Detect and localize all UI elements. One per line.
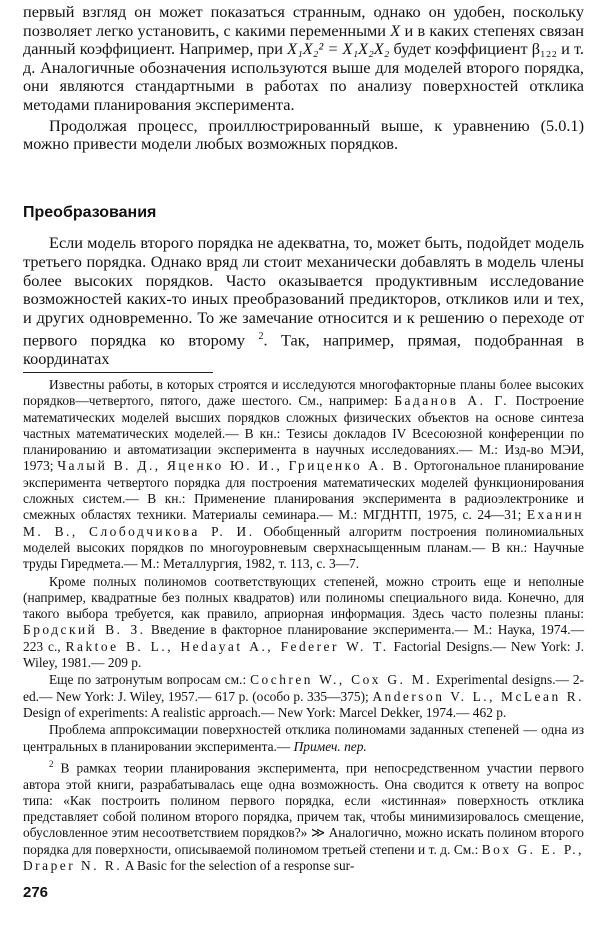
author: Box G. E. P., Draper N. R. [23,841,584,874]
author: Баданов А. Г. [394,393,510,409]
footnote-divider [23,372,213,373]
main-text [23,3,584,154]
math-coefficient: β₁₂₂ [531,39,558,59]
footnotes [23,377,584,875]
math-formula: X₁X₂² = X₁X₂X₂ [287,39,390,59]
footnote: Кроме полных полиномов соответствующих степеней, можно строить еще и неполные (например, квадратные без полных квадратов) или полиномы специального вида. Конечно, для такого выбора требуется, как правило, априорная информация. Здесь часто полезны планы: Бродский В. З. Введение в факторное планирование эксперимента.— М.: Наука, 1974.— 223 с., Raktoe B. L., Hedayat A., Federer W. T. Factorial Designs.— New York: J. Wiley, 1981.— 209 p. [23,573,584,671]
math-variable: X [390,20,401,40]
author: Чалый В. Д., Яценко Ю. И., Гриценко А. В. [57,458,411,474]
author: Raktoe B. L., Hedayat A., Federer W. T. [65,638,389,654]
page-number: 276 [23,884,49,901]
editor-note: Примеч. пер. [293,738,367,754]
paragraph: Если модель второго порядка не адекватна, то, может быть, подойдет модель третьего порядка. Однако вряд ли стоит механически добавлять в модель члены более высоких порядков. Часто оказывается продуктивным исследование возможностей каких-то иных преобразований предикторов, откликов или и тех, и других одновременно. То же замечание относится и к решению о переходе от первого порядка ко второму $^2$. Так, например, прямая, подобранная в координатах [23,233,585,369]
paragraph: первый взгляд он может показаться странным, однако он удобен, поскольку позволяет легко установить, с какими переменными X и в каких степенях связан данный коэффициент. Например, при X₁X₂² = X₁X₂X₂ будет коэффициент β₁₂₂ и т. д. Аналогичные обозначения используются выше для моделей второго порядка, они являются стандартными в работах по анализу поверхностей отклика методами планирования эксперимента. [23,2,584,114]
author: Anderson V. L., McLean R. [372,688,584,704]
footnote-mark: 2 [49,758,54,769]
footnote: Известны работы, в которых строятся и исследуются многофакторные планы более высоких порядков—четвертого, пятого, даже шестого. См., например: Баданов А. Г. Построение математических моделей высших порядков сложных физических объектов на основе синтеза частных математических моделей.— В кн.: Тезисы докладов IV Всесоюзной конференции по планированию и автоматизации эксперимента в научных исследованиях.— М.: Изд-во МЭИ, 1973; Чалый В. Д., Яценко Ю. И., Гриценко А. В. Ортогональное планирование эксперимента четвертого порядка для построения математических моделей функционирования сложных систем.— В кн.: Применение планирования эксперимента в радиоэлектронике и смежных областях техники. Материалы семинара.— М.: МГДНТП, 1975, с. 24—31; Еханин М. В., Слободчикова Р. И. Обобщенный алгоритм построения полиномиальных моделей высоких порядков по многоуровневым сверхнасыщенным планам.— В кн.: Научные труды Гиредмета.— М.: Металлургия, 1982, т. 113, с. 3—7. [23,377,584,572]
author: Бродский В. З. [23,622,146,638]
author: Cochren W., Cox G. M. [250,672,433,688]
footnote: Еще по затронутым вопросам см.: Cochren W., Cox G. M. Experimental designs.— 2-ed.— New York: J. Wiley, 1957.— 617 p. (особо р. 335—375); Anderson V. L., McLean R. Design of experiments: A realistic approach.— New York: Marcel Dekker, 1974.— 462 p. [23,672,584,720]
section-text [23,234,584,369]
footnote: Проблема аппроксимации поверхностей отклика полиномами заданных степеней — одна из центральных в планировании эксперимента.— Примеч. пер. [23,722,584,754]
author: Еханин М. В., Слободчикова Р. И. [23,507,584,539]
footnote: $^2$ В рамках теории планирования эксперимента, при непосредственном участии первого автора этой книги, разрабатывалась еще одна возможность. Она сводится к ответу на вопрос типа: «Как построить полином первого порядка, если «истинная» поверхность отклика представляет собой полином второго порядка, причем так, чтобы минимизировалось смещение, обусловленное этим несоответствием порядков?» ≫ Аналогично, можно искать полином второго порядка для поверхности, описываемой полиномом третьей степени и т. д. См.: Box G. E. P., Draper N. R. A Basic for the selection of a response sur- [23,758,584,874]
paragraph: Продолжая процесс, проиллюстрированный выше, к уравнению (5.0.1) можно привести модели любых возможных порядков. [23,115,584,154]
section-title: Преобразования [23,204,157,221]
footnote-ref: 2 [258,330,264,342]
